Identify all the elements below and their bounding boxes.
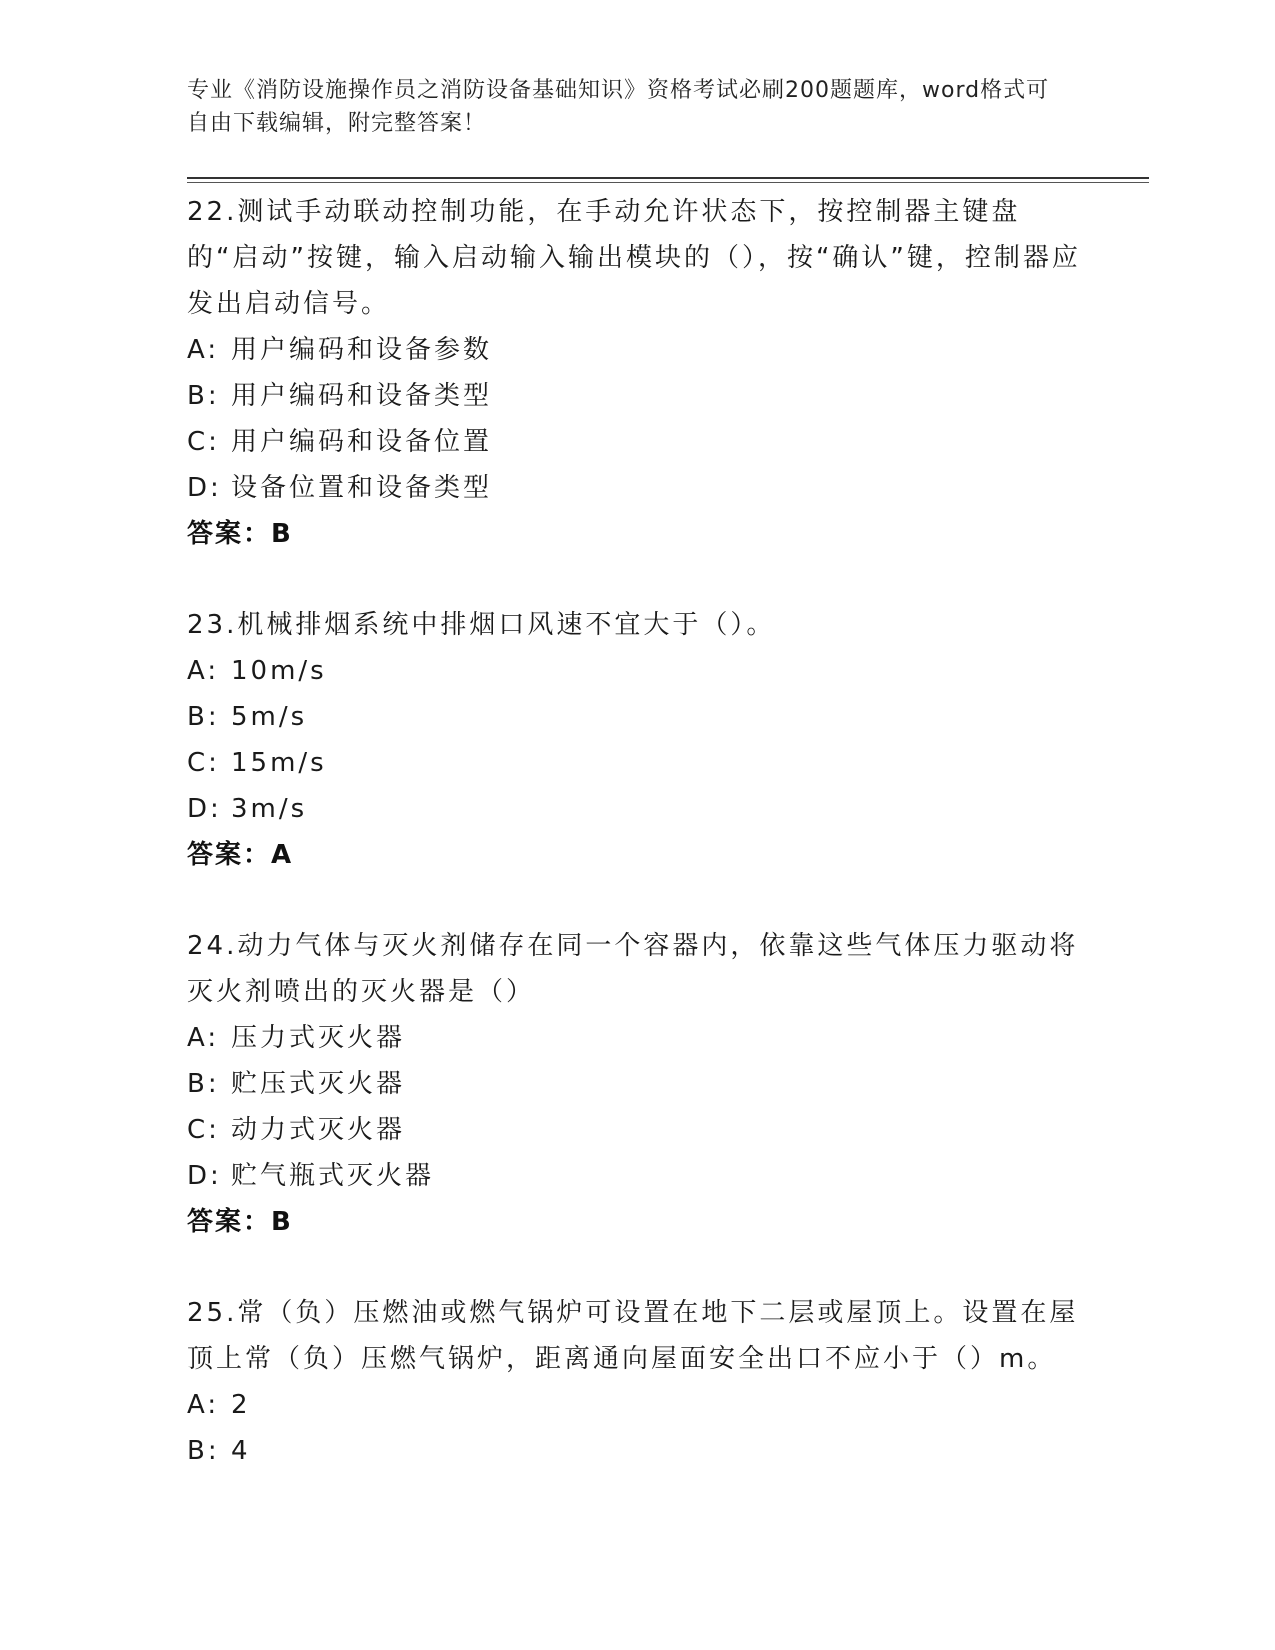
option-key: B: [187,1069,220,1099]
option-key: A: [187,1390,220,1420]
answer-line: 答案：B [187,519,293,549]
question-24 [187,923,1087,1245]
option-a [187,648,1087,694]
option-key: C: [187,427,220,457]
option-text: 10m/s [231,656,327,686]
option-text: 设备位置和设备类型 [231,473,493,503]
option-text: 用户编码和设备类型 [231,381,493,411]
option-key: D: [187,1161,222,1191]
option-c [187,1107,1087,1153]
question-25 [187,1290,1087,1474]
question-stem: 24.动力气体与灭火剂储存在同一个容器内，依靠这些气体压力驱动将灭火剂喷出的灭火器是（） [187,931,1079,1007]
option-a [187,327,1087,373]
question-22 [187,189,1087,557]
option-key: A: [187,656,220,686]
option-key: B: [187,702,220,732]
option-text: 15m/s [231,748,327,778]
option-key: A: [187,335,220,365]
question-23 [187,602,1087,878]
option-key: D: [187,794,222,824]
option-d [187,1153,1087,1199]
answer-line: 答案：B [187,1207,293,1237]
option-key: C: [187,748,220,778]
option-text: 4 [231,1436,251,1466]
header-rule-thick [187,177,1149,179]
option-text: 用户编码和设备位置 [231,427,493,457]
option-d [187,786,1087,832]
option-text: 5m/s [231,702,308,732]
option-b [187,1061,1087,1107]
question-stem: 23.机械排烟系统中排烟口风速不宜大于（）。 [187,610,776,640]
option-text: 动力式灭火器 [231,1115,406,1145]
option-a [187,1382,1087,1428]
document-header: 专业《消防设施操作员之消防设备基础知识》资格考试必刷200题题库，word格式可自由下载编辑，附完整答案！ [187,78,1050,136]
option-key: B: [187,1436,220,1466]
option-c [187,419,1087,465]
option-b [187,694,1087,740]
option-text: 贮气瓶式灭火器 [231,1161,435,1191]
option-key: C: [187,1115,220,1145]
option-text: 用户编码和设备参数 [231,335,493,365]
question-stem: 22.测试手动联动控制功能，在手动允许状态下，按控制器主键盘的“启动”按键，输入启动输入输出模块的（），按“确认”键，控制器应发出启动信号。 [187,197,1081,319]
option-key: A: [187,1023,220,1053]
header-rule-thin [187,182,1149,183]
option-key: B: [187,381,220,411]
option-a [187,1015,1087,1061]
answer-line: 答案：A [187,840,294,870]
option-b [187,373,1087,419]
option-key: D: [187,473,222,503]
option-d [187,465,1087,511]
option-c [187,740,1087,786]
option-text: 贮压式灭火器 [231,1069,406,1099]
option-text: 压力式灭火器 [231,1023,406,1053]
question-stem: 25.常（负）压燃油或燃气锅炉可设置在地下二层或屋顶上。设置在屋顶上常（负）压燃气锅炉，距离通向屋面安全出口不应小于（）m。 [187,1298,1079,1374]
question-list [187,189,1087,1519]
option-b [187,1428,1087,1474]
option-text: 2 [231,1390,251,1420]
option-text: 3m/s [231,794,308,824]
